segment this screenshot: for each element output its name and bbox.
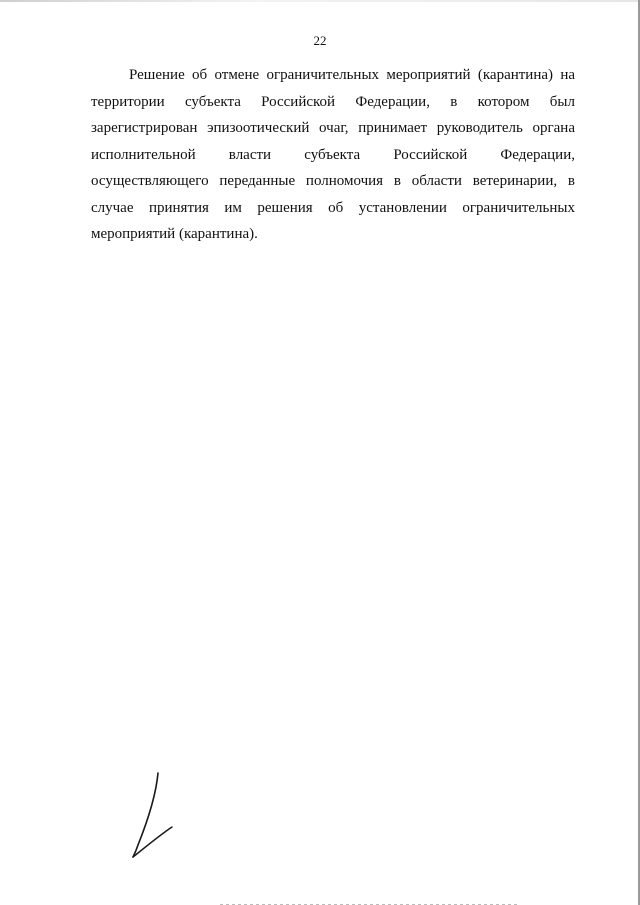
handwritten-signature-icon (118, 765, 188, 865)
scan-edge-top (0, 0, 640, 2)
page-number: 22 (313, 33, 327, 48)
body-paragraph: Решение об отмене ограничительных мероприятий (карантина) на территории субъекта Российской Федерации, в котором был зарегистрирован эпизоотический очаг, принимает руководитель органа исполнительной власти субъекта Российской Федерации, осуществляющего переданные полномочия в области ветеринарии, в случае принятия им решения об установлении ограничительных мероприятий (карантина). (91, 67, 575, 242)
